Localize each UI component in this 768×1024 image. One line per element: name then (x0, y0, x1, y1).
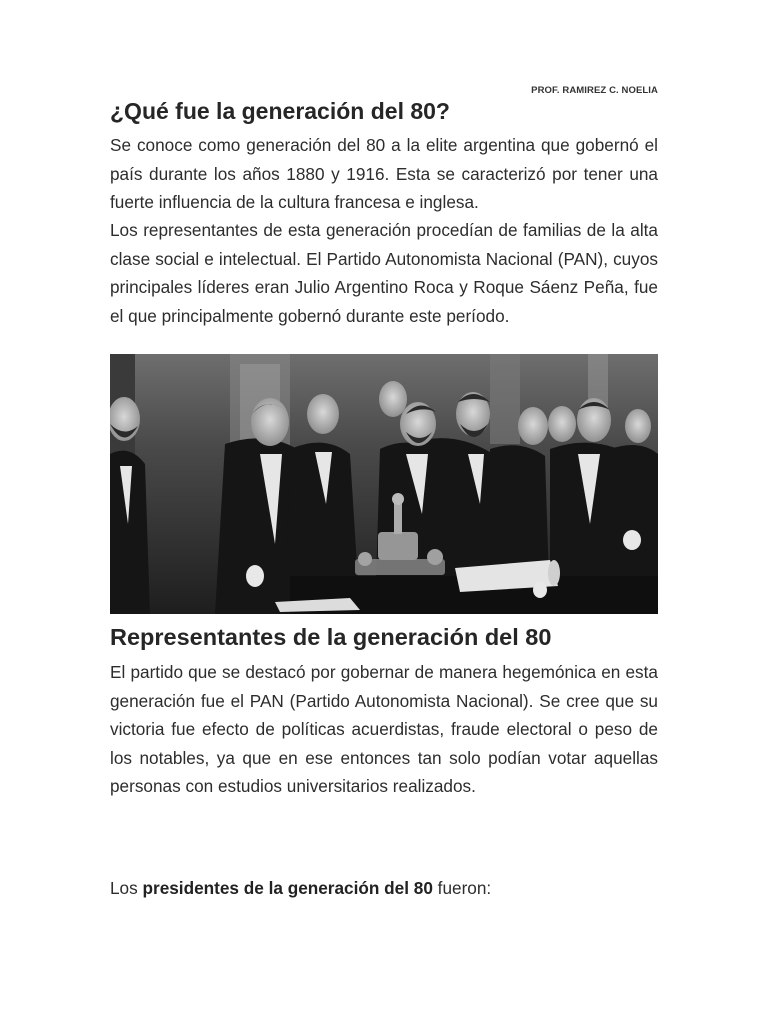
presidents-intro (110, 874, 658, 902)
representatives-paragraph: Los representantes de esta generación procedían de familias de la alta clase social e intelectual. El Partido Autonomista Nacional (PAN), cuyos principales líderes eran Julio Argentino Roca y Roque Sáenz Peña, fue el que principalmente gobernó durante este período. (110, 220, 658, 326)
pan-paragraph: El partido que se destacó por gobernar de manera hegemónica en esta generación fue el PAN (Partido Autonomista Nacional). Se cree que su victoria fue efecto de políticas acuerdistas, fraude electoral o peso de los notables, ya que en ese entonces tan solo podían votar aquellas personas con estudios universitarios realizados. (110, 662, 658, 796)
historical-group-photo (110, 354, 658, 614)
intro-paragraph: Se conoce como generación del 80 a la elite argentina que gobernó el país durante los años 1880 y 1916. Esta se caracterizó por tener una fuerte influencia de la cultura francesa e inglesa. (110, 135, 658, 212)
presidents-bold: presidentes de la generación del 80 (142, 878, 433, 899)
section-title-que-fue: ¿Qué fue la generación del 80? (110, 98, 450, 124)
presidents-prefix: Los (110, 878, 143, 899)
presidents-suffix: fueron: (432, 878, 492, 899)
author-label: PROF. RAMIREZ C. NOELIA (531, 85, 658, 96)
section-title-representantes: Representantes de la generación del 80 (110, 624, 552, 650)
